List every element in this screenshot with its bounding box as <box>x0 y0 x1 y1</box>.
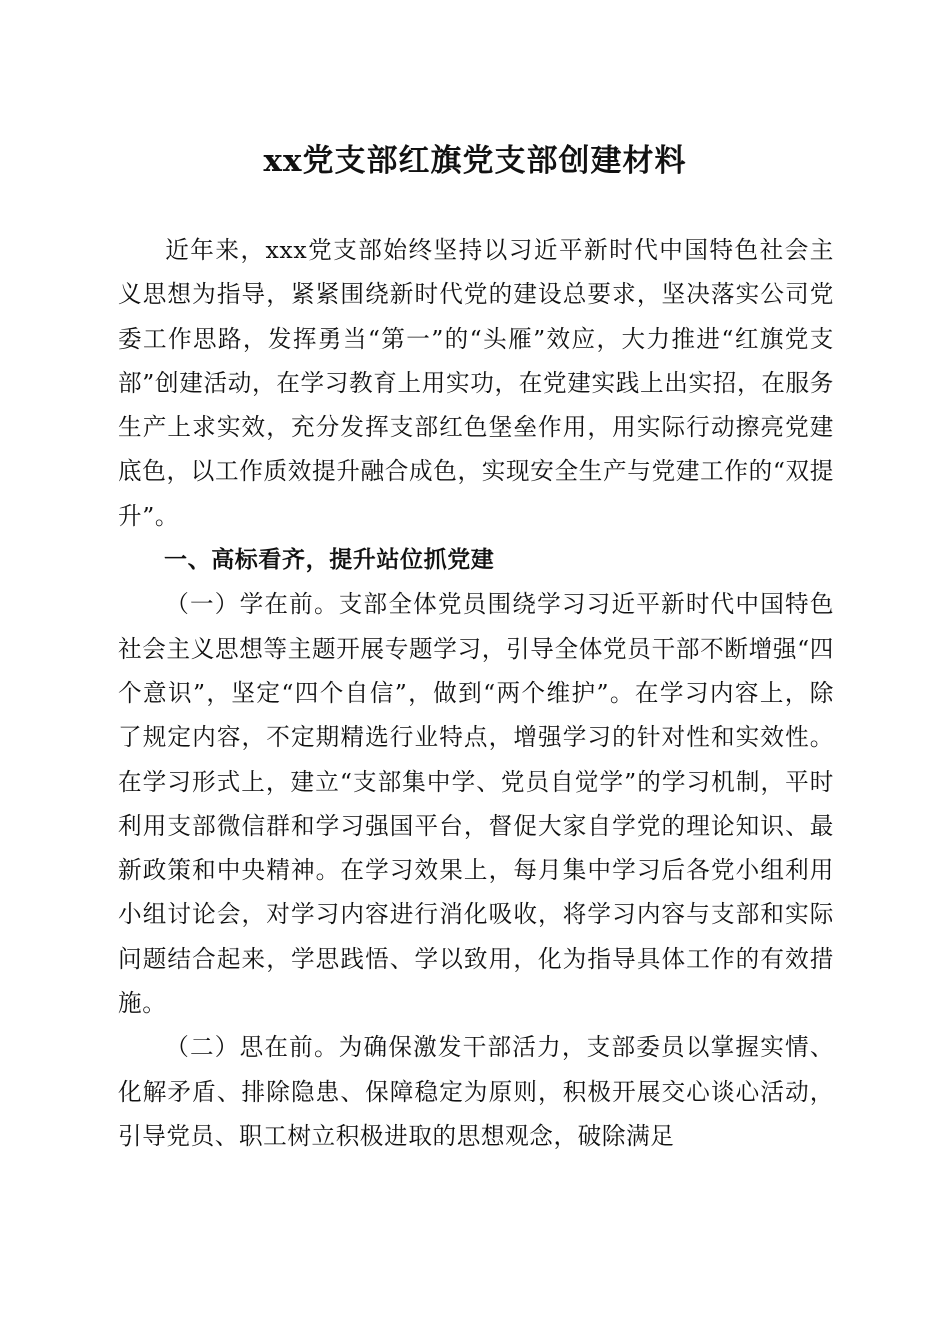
paragraph-lead: （一）学在前。 <box>165 590 339 619</box>
paragraph-text: 支部全体党员围绕学习习近平新时代中国特色社会主义思想等主题开展专题学习，引导全体党员干部不断增强“四个意识”，坚定“四个自信”，做到“两个维护”。在学习内容上，除了规定内容，不定期精选行业特点，增强学习的针对性和实效性。在学习形式上，建立“支部集中学、党员自觉学”的学习机制，平时利用支部微信群和学习强国平台，督促大家自学党的理论知识、最新政策和中央精神。在学习效果上，每月集中学习后各党小组利用小组讨论会，对学习内容进行消化吸收，将学习内容与支部和实际问题结合起来，学思践悟、学以致用，化为指导具体工作的有效措施。 <box>118 590 835 1018</box>
paragraph-study-first <box>118 582 834 1025</box>
section-heading: 一、高标看齐，提升站位抓党建 <box>164 547 495 574</box>
paragraph-think-first <box>118 1025 834 1158</box>
paragraph-lead: （二）思在前。 <box>165 1033 339 1062</box>
document-title: xx党支部红旗党支部创建材料 <box>263 143 687 179</box>
paragraph-text: 为确保激发干部活力，支部委员以掌握实情、化解矛盾、排除隐患、保障稳定为原则，积极开展交心谈心活动，引导党员、职工树立积极进取的思想观念，破除满足 <box>118 1033 835 1150</box>
intro-paragraph: 近年来，xxx党支部始终坚持以习近平新时代中国特色社会主义思想为指导，紧紧围绕新时代党的建设总要求，坚决落实公司党委工作思路，发挥勇当“第一”的“头雁”效应，大力推进“红旗党支部”创建活动，在学习教育上用实功，在党建实践上出实招，在服务生产上求实效，充分发挥支部红色堡垒作用，用实际行动擦亮党建底色，以工作质效提升融合成色，实现安全生产与党建工作的“双提升”。 <box>118 236 834 530</box>
document-body <box>118 228 834 1158</box>
